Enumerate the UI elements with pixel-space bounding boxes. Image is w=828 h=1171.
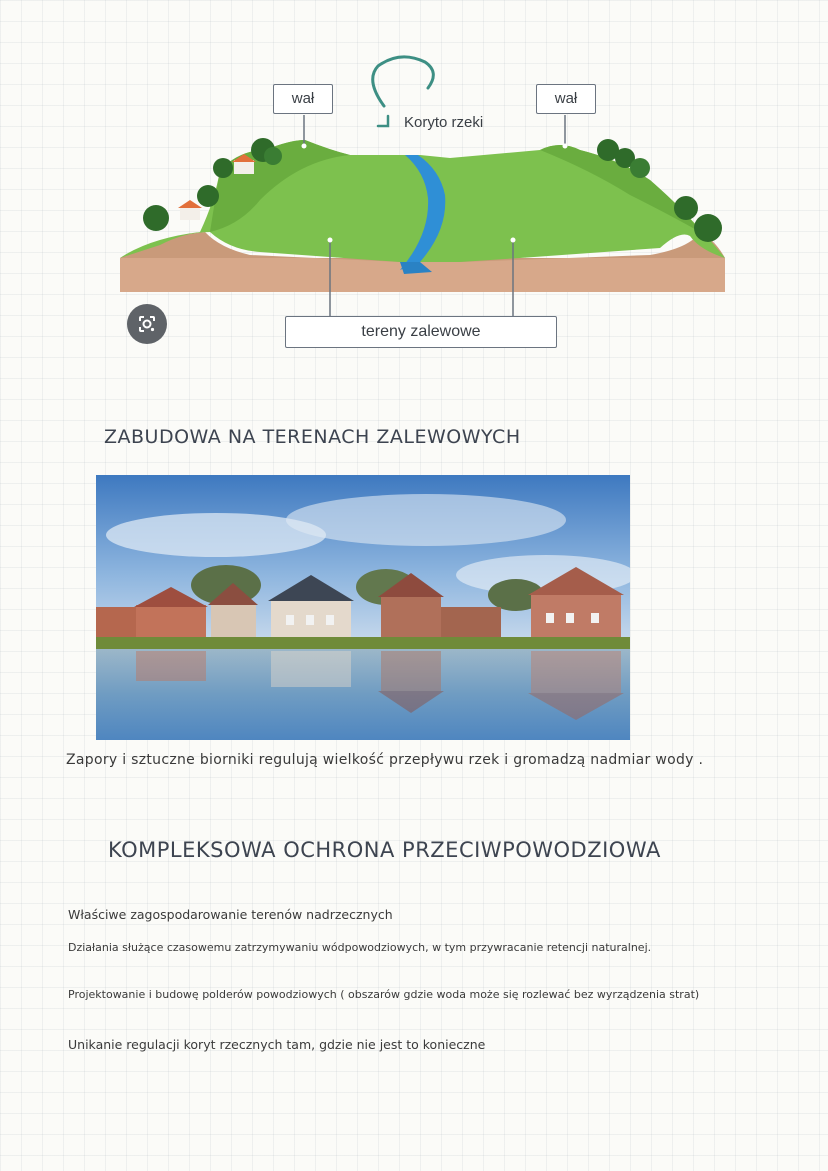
label-floodplain: tereny zalewowe (285, 316, 557, 348)
village-reflection-image (96, 475, 630, 740)
soil-layer (120, 258, 725, 292)
floodplain-diagram (0, 0, 828, 360)
village-by-water-photo (96, 475, 630, 740)
label-right-embankment: wał (536, 84, 596, 114)
hand-drawn-arrow (373, 57, 434, 106)
section-title-flood-protection: KOMPLEKSOWA OCHRONA PRZECIWPOWODZIOWA (108, 838, 661, 862)
google-lens-icon (127, 304, 167, 344)
list-item: Właściwe zagospodarowanie terenów nadrzecznych (68, 907, 393, 922)
label-left-embankment: wał (273, 84, 333, 114)
google-lens-button[interactable] (127, 304, 167, 344)
list-item: Unikanie regulacji koryt rzecznych tam, gdzie nie jest to konieczne (68, 1037, 486, 1052)
list-item: Działania służące czasowemu zatrzymywaniu wódpowodziowych, w tym przywracanie retencji naturalnej. (68, 941, 652, 954)
section-title-floodplain-development: ZABUDOWA NA TERENACH ZALEWOWYCH (104, 426, 521, 448)
label-river-bed: Koryto rzeki (404, 114, 484, 131)
reservoir-caption: Zapory i sztuczne biorniki regulują wielkość przepływu rzek i gromadzą nadmiar wody . (66, 752, 704, 768)
arrow-head (378, 116, 388, 126)
list-item: Projektowanie i budowę polderów powodziowych ( obszarów gdzie woda może się rozlewać bez wyrządzenia strat) (68, 988, 700, 1001)
floodplain-illustration (0, 0, 828, 360)
